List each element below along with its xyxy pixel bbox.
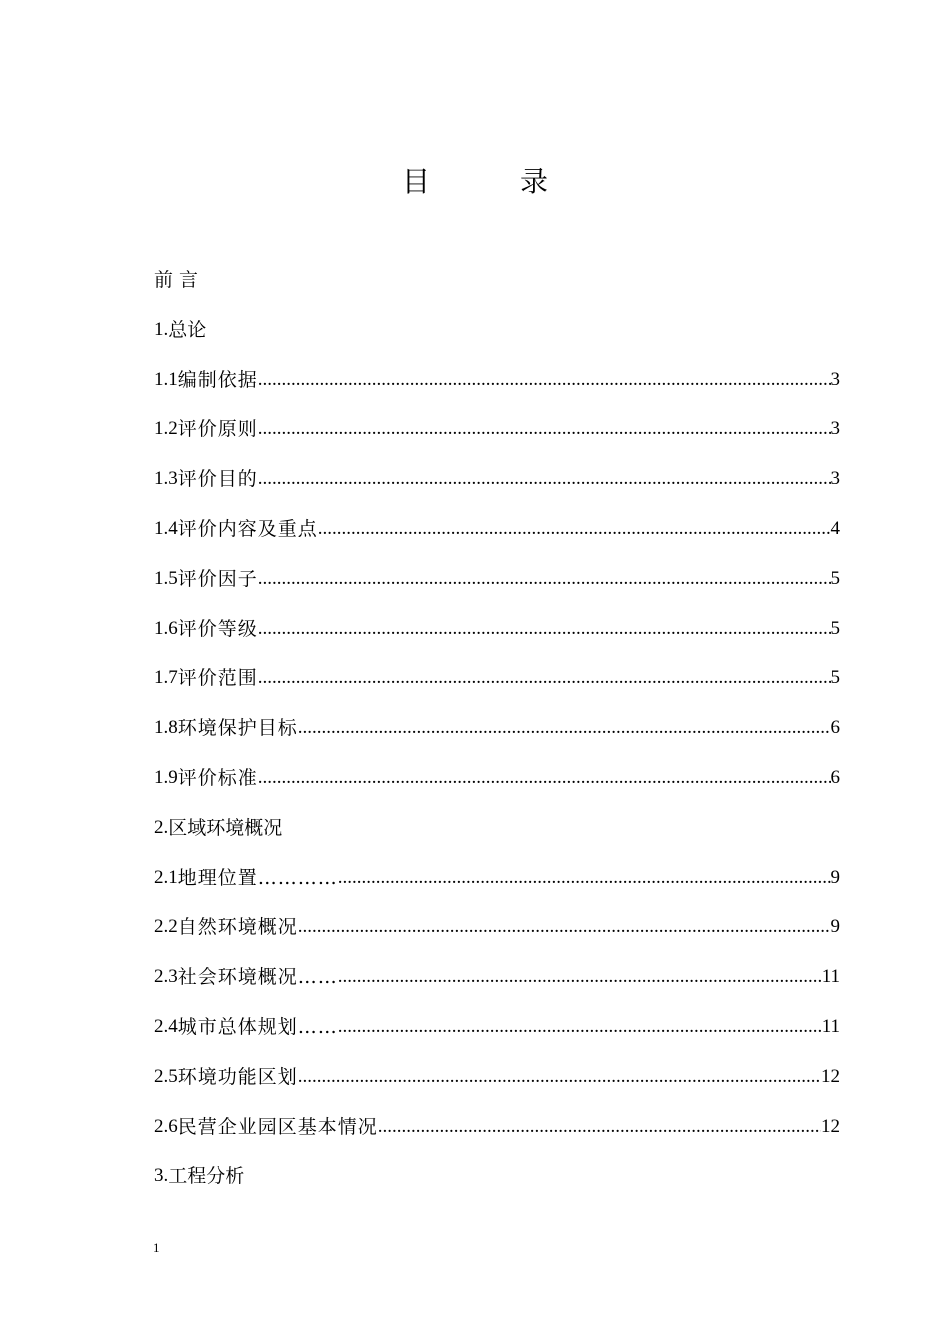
toc-entry-number: 2.6: [154, 1115, 178, 1137]
toc-entry[interactable]: [154, 511, 840, 561]
toc-entry-number: 3.: [154, 1165, 169, 1187]
toc-entry[interactable]: [154, 760, 840, 810]
toc-entry-page: 6: [830, 717, 840, 739]
toc-entry[interactable]: [154, 1059, 840, 1109]
toc-entry-label: 环境功能区划: [177, 1065, 298, 1088]
toc-entry-page: 4: [830, 517, 840, 539]
toc-dot-leader: [258, 760, 831, 796]
toc-entry-label: 前 言: [154, 269, 199, 291]
toc-entry-label: 评价因子: [177, 567, 258, 590]
toc-entry-number: 2.1: [154, 866, 178, 888]
toc-entry-page: 3: [830, 468, 840, 490]
toc-entry-label: 自然环境概况: [177, 916, 298, 939]
toc-entry-page: 12: [821, 1065, 840, 1087]
toc-entry-page: 6: [830, 766, 840, 788]
toc-entry[interactable]: [154, 909, 840, 959]
toc-entry[interactable]: [154, 461, 840, 511]
toc-entry-page: 5: [830, 667, 840, 689]
toc-heading[interactable]: [154, 262, 840, 312]
toc-entry-label: 评价标准: [177, 766, 258, 789]
toc-entry[interactable]: [154, 561, 840, 611]
toc-heading[interactable]: [154, 312, 840, 362]
toc-entry-label: 民营企业园区基本情况: [177, 1115, 378, 1138]
toc-entry[interactable]: [154, 1009, 840, 1059]
toc-entry-number: 2.2: [154, 916, 178, 938]
toc-dot-leader: [338, 959, 822, 995]
toc-heading[interactable]: [154, 1158, 840, 1208]
toc-dot-leader: [298, 1059, 821, 1095]
toc-entry-page: 3: [830, 418, 840, 440]
toc-entry-page: 9: [830, 916, 840, 938]
toc-entry-number: 2.4: [154, 1015, 178, 1037]
toc-dot-leader: [258, 611, 831, 647]
toc-dot-leader: [298, 909, 831, 945]
toc-entry[interactable]: [154, 362, 840, 412]
toc-dot-leader: [258, 461, 831, 497]
toc-entry-number: 1.: [154, 318, 169, 340]
toc-entry-label: 评价等级: [177, 617, 258, 640]
toc-entry-page: 12: [821, 1115, 840, 1137]
toc-entry[interactable]: [154, 660, 840, 710]
toc-entry-label: 评价原则: [177, 418, 258, 441]
toc-entry-number: 1.1: [154, 368, 178, 390]
toc-dot-leader: [298, 710, 831, 746]
title-char-right: 录: [520, 165, 549, 198]
toc-entry-number: 1.4: [154, 517, 178, 539]
toc-entry-page: 11: [821, 966, 840, 988]
toc-entry-number: 1.5: [154, 567, 178, 589]
toc-entry-label: 城市总体规划……: [177, 1015, 338, 1038]
toc-entry-number: 1.2: [154, 418, 178, 440]
title-char-left: 目: [401, 165, 430, 198]
toc-entry-label: 工程分析: [168, 1165, 245, 1188]
toc-entry-page: 5: [830, 617, 840, 639]
toc-entry-label: 评价范围: [177, 667, 258, 690]
toc-entry-label: 编制依据: [177, 368, 258, 391]
toc-dot-leader: [258, 362, 831, 398]
toc-entry-page: 9: [830, 866, 840, 888]
toc-entry-page: 3: [830, 368, 840, 390]
toc-entry-page: 11: [821, 1015, 840, 1037]
toc-entry[interactable]: [154, 1109, 840, 1159]
toc-entry-label: 社会环境概况……: [177, 966, 338, 989]
toc-heading[interactable]: [154, 810, 840, 860]
toc-entry-number: 1.8: [154, 717, 178, 739]
toc-entry-number: 1.6: [154, 617, 178, 639]
toc-entry-label: 评价目的: [177, 468, 258, 491]
toc-entry-number: 2.5: [154, 1065, 178, 1087]
toc-entry[interactable]: [154, 959, 840, 1009]
toc-entry-label: 环境保护目标: [177, 717, 298, 740]
toc-entry-page: 5: [830, 567, 840, 589]
toc-dot-leader: [258, 561, 831, 597]
toc-entry-number: 2.: [154, 816, 169, 838]
toc-dot-leader: [378, 1109, 821, 1145]
toc-entry-label: 地理位置…………: [177, 866, 338, 889]
page-title: [0, 160, 950, 200]
toc-entry-label: 评价内容及重点: [177, 517, 318, 540]
toc-dot-leader: [258, 411, 831, 447]
toc-dot-leader: [338, 1009, 822, 1045]
toc-entry[interactable]: [154, 611, 840, 661]
page-number: 1: [153, 1240, 160, 1255]
toc-entry-number: 1.7: [154, 667, 178, 689]
toc-dot-leader: [338, 860, 831, 896]
toc-entry[interactable]: [154, 411, 840, 461]
toc-dot-leader: [258, 660, 831, 696]
toc-entry-number: 1.9: [154, 766, 178, 788]
table-of-contents: [154, 262, 840, 1208]
toc-entry[interactable]: [154, 860, 840, 910]
toc-dot-leader: [318, 511, 831, 547]
toc-entry-label: 区域环境概况: [168, 816, 283, 839]
toc-entry-number: 1.3: [154, 468, 178, 490]
toc-entry-number: 2.3: [154, 966, 178, 988]
toc-entry[interactable]: [154, 710, 840, 760]
toc-entry-label: 总论: [168, 318, 207, 341]
